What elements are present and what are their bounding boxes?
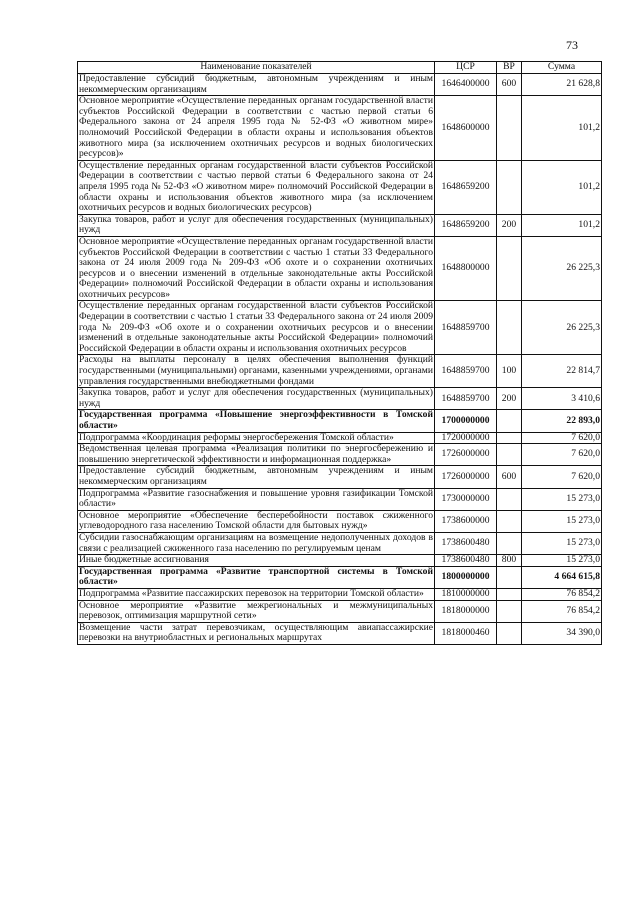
row-vr-cell: 800: [497, 555, 522, 567]
row-vr-cell: [497, 432, 522, 444]
row-csr-cell: 1648600000: [435, 96, 497, 161]
row-sum-cell: 22 814,7: [522, 355, 602, 388]
row-vr-cell: [497, 236, 522, 301]
table-row: [78, 214, 602, 236]
row-csr-cell: 1810000000: [435, 588, 497, 600]
table-row: [78, 566, 602, 588]
row-vr-cell: 600: [497, 466, 522, 488]
row-sum-cell: 76 854,2: [522, 600, 602, 622]
row-csr-cell: 1726000000: [435, 444, 497, 466]
table-row: [78, 74, 602, 96]
page-number: 73: [566, 38, 578, 52]
table-row: [78, 488, 602, 510]
table-row: [78, 301, 602, 355]
row-csr-cell: 1818000460: [435, 622, 497, 644]
header-vr: ВР: [497, 62, 522, 74]
row-name-cell: Подпрограмма «Координация реформы энергосбережения Томской области»: [78, 432, 435, 444]
row-vr-cell: [497, 301, 522, 355]
row-name-cell: Государственная программа «Повышение энергоэффективности в Томской области»: [79, 409, 433, 431]
table-row: [78, 236, 602, 301]
table-row: [78, 600, 602, 622]
row-name-cell: Осуществление переданных органам государственной власти субъектов Российской Федерации в соответствии с частью первой статьи 6 Федерального закона от 24 апреля 1995 года № 52-ФЗ «О животном мире» полномочий Российской Федерации в области охраны и использования объектов животного мира (за исключением охотничьих ресурсов и водных биологических ресурсов): [79, 159, 433, 214]
budget-table: [77, 61, 602, 645]
row-vr-cell: 200: [497, 388, 522, 410]
table-row: [78, 355, 602, 388]
table-row: [78, 96, 602, 161]
row-sum-cell: 15 273,0: [522, 510, 602, 532]
row-vr-cell: [497, 488, 522, 510]
row-name-cell: Основное мероприятие «Осуществление переданных органам государственной власти субъектов Российской Федерации в соответствии с частью первой статьи 6 Федерального закона от 24 апреля 1995 года № 52-ФЗ «О животном мире» полномочий Российской Федерации в области охраны и использования объектов животного мира (за исключением охотничьих ресурсов и водных биологических ресурсов)»: [79, 95, 433, 160]
row-name-cell: Закупка товаров, работ и услуг для обеспечения государственных (муниципальных) нужд: [79, 387, 433, 409]
row-csr-cell: 1648859700: [435, 301, 497, 355]
table-row: [78, 532, 602, 554]
row-csr-cell: 1648859700: [435, 355, 497, 388]
row-sum-cell: 7 620,0: [522, 444, 602, 466]
row-name-cell: Ведомственная целевая программа «Реализация политики по энергосбережению и повышению энергетической эффективности и информационная поддержка»: [79, 443, 433, 465]
row-sum-cell: 26 225,3: [522, 301, 602, 355]
table-row: [78, 444, 602, 466]
table-row: [78, 555, 602, 567]
row-sum-cell: 15 273,0: [522, 488, 602, 510]
row-vr-cell: [497, 444, 522, 466]
table-row: [78, 410, 602, 432]
row-sum-cell: 26 225,3: [522, 236, 602, 301]
row-vr-cell: [497, 510, 522, 532]
table-row: [78, 466, 602, 488]
row-name-cell: Государственная программа «Развитие транспортной системы в Томской области»: [79, 565, 433, 588]
row-sum-cell: 34 390,0: [522, 622, 602, 644]
row-csr-cell: 1648800000: [435, 236, 497, 301]
row-csr-cell: 1648859700: [435, 388, 497, 410]
row-csr-cell: 1818000000: [435, 600, 497, 622]
row-sum-cell: 101,2: [522, 96, 602, 161]
row-vr-cell: [497, 566, 522, 588]
row-sum-cell: 101,2: [522, 214, 602, 236]
row-csr-cell: 1646400000: [435, 74, 497, 96]
row-sum-cell: 21 628,8: [522, 74, 602, 96]
table-row: [78, 432, 602, 444]
row-sum-cell: 4 664 615,8: [522, 566, 602, 588]
row-name-cell: Основное мероприятие «Развитие межрегиональных и межмуниципальных перевозок, оптимизация маршрутной сети»: [79, 599, 433, 622]
row-name-cell: Расходы на выплаты персоналу в целях обеспечения выполнения функций государственными (муниципальными) органами, казенными учреждениями, органами управления государственными внебюджетными фондами: [79, 354, 433, 387]
row-vr-cell: [497, 410, 522, 432]
row-sum-cell: 22 893,0: [522, 410, 602, 432]
row-csr-cell: 1648659200: [435, 214, 497, 236]
row-sum-cell: 15 273,0: [522, 532, 602, 554]
row-name-cell: Подпрограмма «Развитие пассажирских перевозок на территории Томской области»: [78, 588, 435, 600]
row-sum-cell: 76 854,2: [522, 588, 602, 600]
row-csr-cell: 1720000000: [435, 432, 497, 444]
row-name-cell: Субсидии газоснабжающим организациям на возмещение недополученных доходов в связи с реализацией сжиженного газа населению по регулируемым ценам: [79, 531, 433, 554]
row-name-cell: Предоставление субсидий бюджетным, автономным учреждениям и иным некоммерческим организациям: [79, 465, 433, 487]
header-sum: Сумма: [522, 62, 602, 74]
table-row: [78, 622, 602, 644]
row-sum-cell: 3 410,6: [522, 388, 602, 410]
row-sum-cell: 7 620,0: [522, 466, 602, 488]
header-name: Наименование показателей: [78, 62, 435, 74]
row-csr-cell: 1800000000: [435, 566, 497, 588]
row-name-cell: Иные бюджетные ассигнования: [78, 555, 435, 567]
row-sum-cell: 101,2: [522, 160, 602, 214]
row-vr-cell: [497, 96, 522, 161]
row-vr-cell: [497, 160, 522, 214]
row-vr-cell: 100: [497, 355, 522, 388]
row-csr-cell: 1738600000: [435, 510, 497, 532]
row-csr-cell: 1738600480: [435, 555, 497, 567]
row-vr-cell: 600: [497, 74, 522, 96]
header-csr: ЦСР: [435, 62, 497, 74]
row-sum-cell: 7 620,0: [522, 432, 602, 444]
row-csr-cell: 1700000000: [435, 410, 497, 432]
table-row: [78, 510, 602, 532]
table-header-row: [78, 62, 602, 74]
row-vr-cell: [497, 600, 522, 622]
row-csr-cell: 1730000000: [435, 488, 497, 510]
row-vr-cell: [497, 622, 522, 644]
row-csr-cell: 1738600480: [435, 532, 497, 554]
row-name-cell: Закупка товаров, работ и услуг для обеспечения государственных (муниципальных) нужд: [79, 213, 433, 236]
row-sum-cell: 15 273,0: [522, 555, 602, 567]
row-vr-cell: 200: [497, 214, 522, 236]
row-csr-cell: 1648659200: [435, 160, 497, 214]
row-vr-cell: [497, 588, 522, 600]
table-body: [78, 74, 602, 645]
table-row: [78, 588, 602, 600]
row-vr-cell: [497, 532, 522, 554]
row-name-cell: Предоставление субсидий бюджетным, автономным учреждениям и иным некоммерческим организациям: [79, 73, 433, 95]
table-row: [78, 388, 602, 410]
row-name-cell: Подпрограмма «Развитие газоснабжения и повышение уровня газификации Томской области»: [79, 487, 433, 510]
row-name-cell: Возмещение части затрат перевозчикам, осуществляющим авиапассажирские перевозки на внутриобластных и региональных маршрутах: [79, 621, 433, 644]
table-row: [78, 160, 602, 214]
row-csr-cell: 1726000000: [435, 466, 497, 488]
row-name-cell: Основное мероприятие «Обеспечение бесперебойности поставок сжиженного углеводородного газа населению Томской области для бытовых нужд»: [79, 509, 433, 532]
row-name-cell: Основное мероприятие «Осуществление переданных органам государственной власти субъектов Российской Федерации в соответствии с частью 1 статьи 33 Федерального закона от 24 июля 2009 года № 209-ФЗ «Об охоте и о сохранении охотничьих ресурсов и о внесении изменений в отдельные законодательные акты Российской Федерации» полномочий Российской Федерации в области охраны и использования охотничьих ресурсов»: [79, 235, 433, 300]
row-name-cell: Осуществление переданных органам государственной власти субъектов Российской Федерации в соответствии с частью 1 статьи 33 Федерального закона от 24 июля 2009 года № 209-ФЗ «Об охоте и о сохранении охотничьих ресурсов и о внесении изменений в отдельные законодательные акты Российской Федерации» полномочий Российской Федерации в области охраны и использования охотничьих ресурсов: [79, 300, 433, 354]
